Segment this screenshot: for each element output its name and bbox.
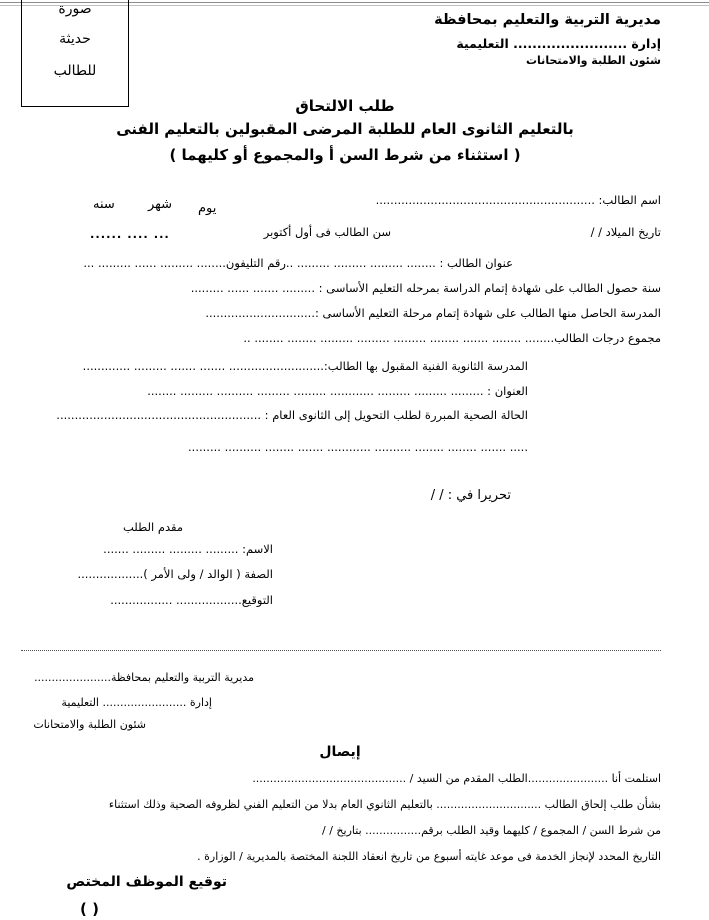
applicant-capacity: الصفة ( الوالد / ولى الأمر ).................. (77, 567, 273, 581)
age-october-label: سن الطالب فى أول أكتوبر (263, 225, 391, 239)
written-on-date: تحريرا في : / / (430, 488, 511, 503)
receipt-directorate: مديرية التربية والتعليم بمحافظة...................... (34, 671, 254, 684)
administration-header: إدارة ........................ التعليمية (456, 36, 661, 51)
receipt-line-deadline: التاريخ المحدد لإنجاز الخدمة فى موعد غايته أسبوع من تاريخ انعقاد اللجنة المختصة بالمديرية / الوزارة . (197, 850, 661, 863)
address-phone-field: عنوان الطالب : ........ ......... ......... ......... ..رقم التليفون........ ......... ...... ......... ... (83, 256, 513, 270)
date-head-year: سنه (93, 197, 115, 212)
photo-box-text-1: صورة (58, 1, 92, 17)
total-grades-field: مجموع درجات الطالب........ ........ ....... ........ ......... ......... ......... ........ ........ .. (243, 331, 661, 345)
photo-box-text-2: حديثة (59, 31, 91, 47)
photo-box-text-3: للطالب (53, 63, 97, 79)
birth-date-field: تاريخ الميلاد / / (590, 225, 661, 239)
student-name-field: اسم الطالب: ............................................................ (375, 193, 661, 207)
applicant-heading: مقدم الطلب (122, 520, 183, 534)
form-exception-note: ( استثناء من شرط السن أ والمجموع أو كليهما ) (169, 146, 521, 164)
form-title: طلب الالتحاق (295, 97, 395, 115)
receipt-department: شئون الطلبة والامتحانات (33, 718, 146, 731)
date-head-day: يوم (198, 201, 217, 216)
form-subtitle: بالتعليم الثانوى العام للطلبة المرضى المقبولين بالتعليم الفنى (116, 120, 574, 138)
receipt-administration: إدارة ........................ التعليمية (61, 696, 212, 709)
receipt-title: إيصال (319, 744, 361, 760)
officer-signature-brackets: ( ) (80, 900, 99, 918)
officer-signature-label: توقيع الموظف المختص (66, 874, 227, 890)
directorate-header: مديرية التربية والتعليم بمحافظة (434, 12, 661, 28)
receipt-line-received: استلمت أنا .......................الطلب المقدم من السيد / ............................................ (252, 772, 661, 785)
applicant-signature: التوقيع.................. ................. (110, 593, 273, 607)
health-status-field: الحالة الصحية المبررة لطلب التحويل إلى الثانوى العام : ........................................................ (56, 408, 528, 422)
school-address-field: العنوان : ......... ......... ......... ............ ......... ......... .......... ......... ........ (147, 384, 528, 398)
photo-box (21, 0, 129, 107)
applicant-name: الاسم: ......... ......... ......... ....... (103, 542, 273, 556)
health-status-continuation: ..... ....... ........ ........ .......... ............ ....... ........ .......... ......... (188, 440, 528, 454)
tech-school-field: المدرسة الثانوية الفنية المقبول بها الطالب:.......................... ....... ....... ......... ............. (82, 359, 528, 373)
age-dots: ...... .... ... (90, 227, 170, 241)
cert-year-field: سنة حصول الطالب على شهادة إتمام الدراسة بمرحله التعليم الأساسى : ......... ....... ...... ......... (190, 281, 661, 295)
cut-line-divider (21, 650, 661, 651)
department-header: شئون الطلبة والامتحانات (526, 54, 661, 67)
date-head-month: شهر (148, 197, 173, 212)
receipt-line-request: بشأن طلب إلحاق الطالب .............................. بالتعليم الثانوي العام بدلا من التعليم الفني لظروفه الصحية وذلك استثناء (108, 798, 661, 811)
receipt-line-exception: من شرط السن / المجموع / كليهما وقيد الطلب برقم................ بتاريخ / / (322, 824, 661, 837)
basic-school-field: المدرسة الحاصل منها الطالب على شهادة إتمام مرحلة التعليم الأساسى :.............................. (205, 306, 661, 320)
